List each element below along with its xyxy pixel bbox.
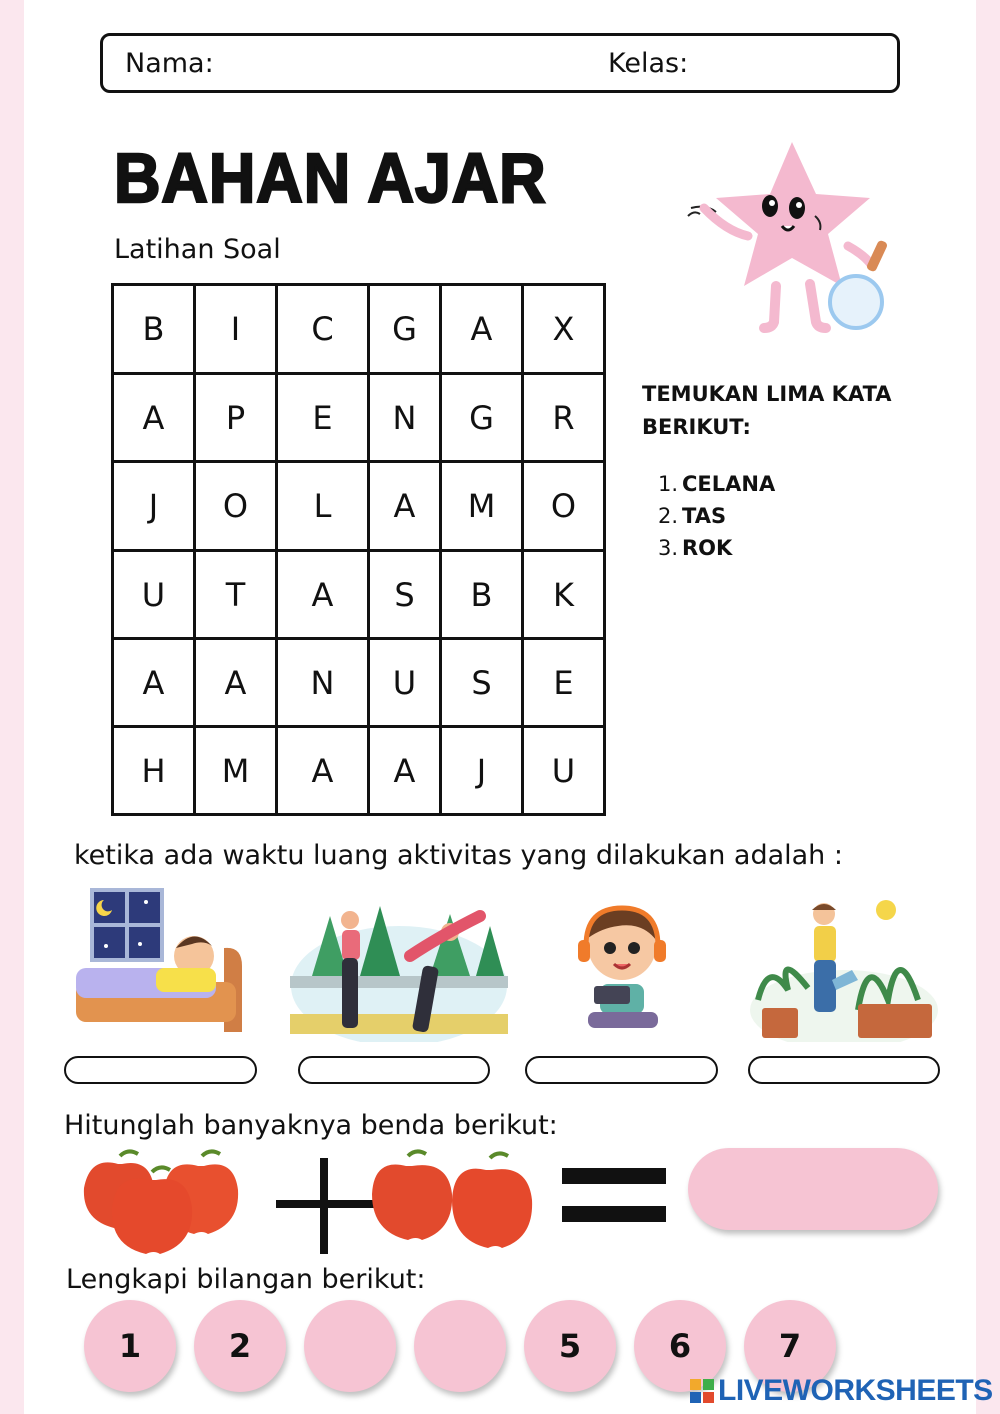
grid-cell[interactable]: X — [523, 285, 605, 374]
grid-cell[interactable]: H — [113, 727, 195, 815]
grid-cell[interactable]: B — [113, 285, 195, 374]
grid-cell[interactable]: R — [523, 374, 605, 462]
apple-group-left — [80, 1146, 244, 1256]
word-list-item — [658, 500, 775, 532]
grid-row — [113, 374, 605, 462]
grid-cell[interactable]: M — [441, 462, 523, 551]
word-text: ROK — [682, 536, 733, 560]
grid-cell[interactable]: A — [277, 727, 369, 815]
sequence-item-6: 6 — [634, 1300, 726, 1392]
word-number: 1. — [658, 472, 679, 496]
page-title: BAHAN AJAR — [114, 139, 547, 217]
grid-cell[interactable]: G — [369, 285, 441, 374]
grid-cell[interactable]: A — [195, 639, 277, 727]
answer-field-2[interactable] — [298, 1056, 490, 1084]
word-search-grid — [111, 283, 606, 816]
grid-cell[interactable]: B — [441, 551, 523, 639]
count-answer-field[interactable] — [688, 1148, 938, 1230]
sleeping-child-icon — [74, 886, 244, 1034]
word-list-item — [658, 468, 775, 500]
sequence-blank-3[interactable] — [304, 1300, 396, 1392]
grid-cell[interactable]: S — [441, 639, 523, 727]
grid-cell[interactable]: A — [113, 374, 195, 462]
nama-label: Nama: — [125, 48, 214, 79]
grid-cell[interactable]: N — [369, 374, 441, 462]
grid-cell[interactable]: K — [523, 551, 605, 639]
grid-cell[interactable]: T — [195, 551, 277, 639]
activity-question: ketika ada waktu luang aktivitas yang dilakukan adalah : — [74, 840, 843, 871]
word-number: 2. — [658, 504, 679, 528]
word-text: TAS — [682, 504, 727, 528]
word-number: 3. — [658, 536, 679, 560]
grid-cell[interactable]: A — [277, 551, 369, 639]
grid-cell[interactable]: P — [195, 374, 277, 462]
grid-cell[interactable]: U — [113, 551, 195, 639]
apple-icon — [372, 1151, 452, 1240]
sequence-blank-4[interactable] — [414, 1300, 506, 1392]
name-class-box — [100, 33, 900, 93]
kelas-label: Kelas: — [608, 48, 689, 79]
sequence-item-5: 5 — [524, 1300, 616, 1392]
grid-cell[interactable]: A — [369, 462, 441, 551]
grid-row — [113, 551, 605, 639]
grid-cell[interactable]: M — [195, 727, 277, 815]
liveworksheets-watermark: LIVEWORKSHEETS — [690, 1374, 993, 1408]
page-subtitle: Latihan Soal — [114, 234, 281, 265]
apple-icon — [452, 1153, 532, 1248]
sequence-item-7: 7 — [744, 1300, 836, 1392]
gardening-boy-icon — [748, 900, 940, 1042]
sequence-question: Lengkapi bilangan berikut: — [66, 1264, 426, 1295]
grid-cell[interactable]: A — [113, 639, 195, 727]
grid-cell[interactable]: N — [277, 639, 369, 727]
grid-row — [113, 639, 605, 727]
grid-cell[interactable]: I — [195, 285, 277, 374]
star-mascot-icon — [676, 136, 906, 346]
word-list — [658, 468, 775, 564]
grid-cell[interactable]: S — [369, 551, 441, 639]
counting-question: Hitunglah banyaknya benda berikut: — [64, 1110, 558, 1141]
grid-cell[interactable]: E — [277, 374, 369, 462]
word-search-instruction: TEMUKAN LIMA KATA BERIKUT: — [642, 382, 892, 439]
grid-row — [113, 462, 605, 551]
grid-cell[interactable]: O — [523, 462, 605, 551]
sequence-item-2: 2 — [194, 1300, 286, 1392]
child-playing-tablet-icon — [578, 900, 666, 1030]
apple-group-right — [372, 1148, 536, 1252]
plus-icon — [276, 1158, 374, 1254]
grid-cell[interactable]: U — [523, 727, 605, 815]
grid-cell[interactable]: L — [277, 462, 369, 551]
exercising-couple-icon — [290, 896, 508, 1042]
answer-field-4[interactable] — [748, 1056, 940, 1084]
grid-cell[interactable]: U — [369, 639, 441, 727]
word-list-item — [658, 532, 775, 564]
grid-cell[interactable]: O — [195, 462, 277, 551]
grid-cell[interactable]: J — [441, 727, 523, 815]
grid-cell[interactable]: C — [277, 285, 369, 374]
grid-cell[interactable]: A — [369, 727, 441, 815]
word-text: CELANA — [682, 472, 776, 496]
grid-row — [113, 727, 605, 815]
grid-cell[interactable]: E — [523, 639, 605, 727]
answer-field-1[interactable] — [64, 1056, 257, 1084]
grid-cell[interactable]: J — [113, 462, 195, 551]
grid-cell[interactable]: A — [441, 285, 523, 374]
answer-field-3[interactable] — [525, 1056, 718, 1084]
liveworksheets-logo-icon — [690, 1379, 714, 1403]
grid-row — [113, 285, 605, 374]
equals-icon — [562, 1168, 666, 1224]
sequence-item-1: 1 — [84, 1300, 176, 1392]
grid-cell[interactable]: G — [441, 374, 523, 462]
